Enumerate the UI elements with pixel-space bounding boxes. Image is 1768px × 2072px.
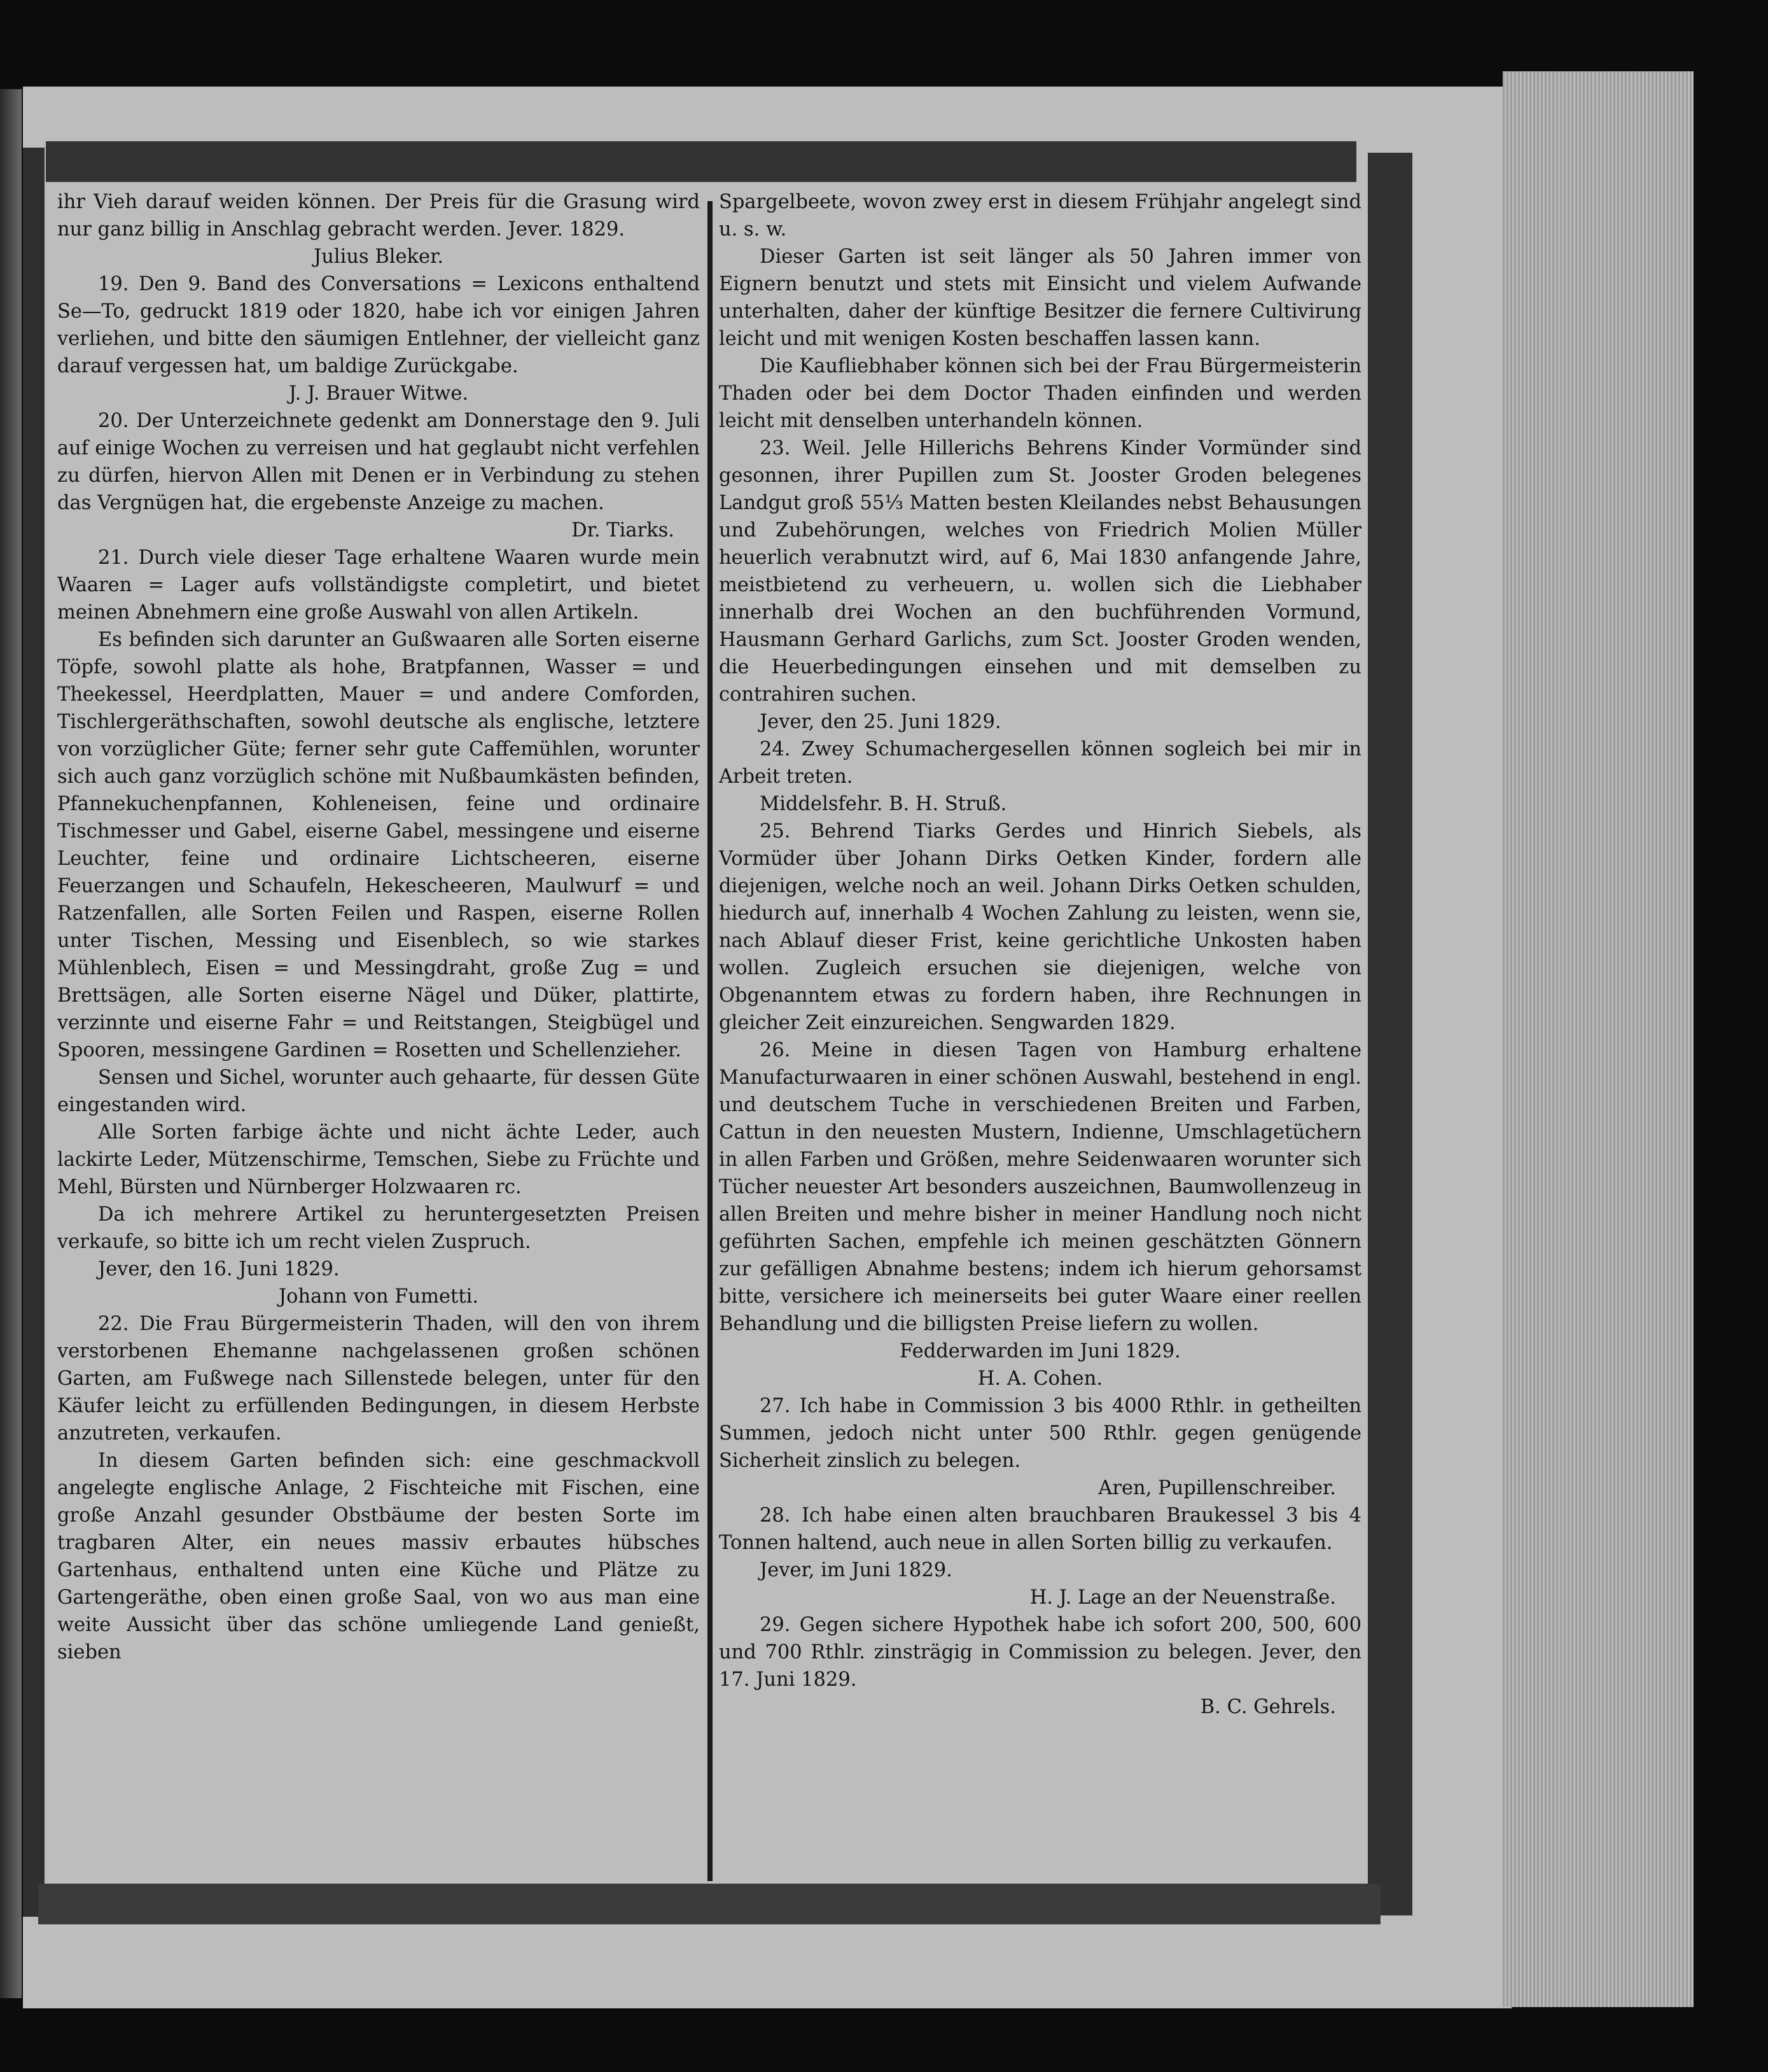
- facing-page-edge: [0, 89, 22, 1998]
- paragraph: ihr Vieh darauf weiden können. Der Preis für die Grasung wird nur ganz billig in Anschlag gebracht werden. Jever. 1829.: [57, 191, 700, 241]
- paragraph: Dieser Garten ist seit länger als 50 Jahren immer von Eignern benutzt und stets mit Einsicht und vielem Aufwande unterhalten, daher der künftige Besitzer die fernere Cultivirung leicht und mit wenigen Kosten beschaffen lassen kann.: [719, 246, 1361, 350]
- signature: H. J. Lage an der Neuenstraße.: [1029, 1586, 1336, 1609]
- notice-26: 26. Meine in diesen Tagen von Hamburg erhaltene Manufacturwaaren in einer schönen Auswahl, bestehend in engl. und deutschem Tuche in verschiedenen Breiten und Farben, Cattun in den neuesten Mustern, Indienne, Umschlagetüchern in allen Farben und Größen, mehre Seidenwaaren worunter sich Tücher neuester Art besonders auszeichnen, Baumwollenzeug in allen Breiten und mehre bisher in meiner Handlung noch nicht geführten Sachen, empfehle ich meinen geschätzten Gönnern zur gefälligen Abnahme bestens; indem ich hierum gehorsamst bitte, versichere ich meinerseits bei guter Waare einer reellen Behandlung und die billigsten Preise liefern zu wollen.: [719, 1039, 1361, 1335]
- signature: Middelsfehr. B. H. Struß.: [760, 793, 1007, 815]
- right-text-column: [719, 188, 1361, 1721]
- dateline: Fedderwarden im Juni 1829.: [900, 1340, 1181, 1362]
- dateline: Jever, im Juni 1829.: [760, 1559, 952, 1581]
- dateline: Jever, den 25. Juni 1829.: [760, 711, 1001, 733]
- dateline: Jever, den 16. Juni 1829.: [98, 1258, 340, 1280]
- top-border-rule: [46, 141, 1356, 182]
- notice-20: 20. Der Unterzeichnete gedenkt am Donnerstage den 9. Juli auf einige Wochen zu verreisen und hat geglaubt nicht verfehlen zu dürfen, hiervon Allen mit Denen er in Verbindung zu stehen das Vergnügen hat, die ergebenste Anzeige zu machen.: [57, 410, 700, 514]
- paragraph: In diesem Garten befinden sich: eine geschmackvoll angelegte englische Anlage, 2 Fischteiche mit Fischen, eine große Anzahl gesunder Obstbäume der besten Sorte im tragbaren Alter, ein neues massiv erbautes hübsches Gartenhaus, enthaltend unten eine Küche und Plätze zu Gartengeräthe, oben einen große Saal, von wo aus man eine weite Aussicht über das schöne umliegende Land genießt, sieben: [57, 1450, 700, 1663]
- book-fore-edge: [1503, 71, 1694, 2007]
- signature: Dr. Tiarks.: [571, 519, 674, 542]
- signature: H. A. Cohen.: [977, 1368, 1103, 1390]
- paragraph: Sensen und Sichel, worunter auch gehaarte, für dessen Güte eingestanden wird.: [57, 1067, 700, 1116]
- paragraph: Da ich mehrere Artikel zu heruntergesetzten Preisen verkaufe, so bitte ich um recht vielen Zuspruch.: [57, 1203, 700, 1253]
- signature: B. C. Gehrels.: [1200, 1696, 1336, 1718]
- paragraph: Die Kaufliebhaber können sich bei der Frau Bürgermeisterin Thaden oder bei dem Doctor Thaden einfinden und werden leicht mit denselben unterhandeln können.: [719, 355, 1361, 432]
- right-border-rule: [1368, 153, 1412, 1915]
- paragraph: Alle Sorten farbige ächte und nicht ächte Leder, auch lackirte Leder, Mützenschirme, Temschen, Siebe zu Früchte und Mehl, Bürsten und Nürnberger Holzwaaren rc.: [57, 1121, 700, 1198]
- notice-22: 22. Die Frau Bürgermeisterin Thaden, will den von ihrem verstorbenen Ehemanne nachgelassenen großen schönen Garten, am Fußwege nach Sillenstede belegen, unter für den Käufer leicht zu erfüllenden Bedingungen, in diesem Herbste anzutreten, verkaufen.: [57, 1313, 700, 1445]
- notice-23: 23. Weil. Jelle Hillerichs Behrens Kinder Vormünder sind gesonnen, ihrer Pupillen zum St. Jooster Groden belegenes Landgut groß 55⅓ Matten besten Kleilandes nebst Behausungen und Zubehörungen, welches von Friedrich Molien Müller heuerlich verabnutzt wird, auf 6, Mai 1830 anfangende Jahre, meistbietend zu verheuern, u. wollen sich die Liebhaber innerhalb drei Wochen an den buchführenden Vormund, Hausmann Gerhard Garlichs, zum Sct. Jooster Groden wenden, die Heuerbedingungen einsehen und mit demselben zu contrahiren suchen.: [719, 437, 1361, 706]
- notice-24: 24. Zwey Schumachergesellen können sogleich bei mir in Arbeit treten.: [719, 738, 1361, 788]
- notice-25: 25. Behrend Tiarks Gerdes und Hinrich Siebels, als Vormüder über Johann Dirks Oetken Kinder, fordern alle diejenigen, welche noch an weil. Johann Dirks Oetken schulden, hiedurch auf, innerhalb 4 Wochen Zahlung zu leisten, wenn sie, nach Ablauf dieser Frist, keine gerichtliche Unkosten haben wollen. Zugleich ersuchen sie diejenigen, welche von Obgenanntem etwas zu fordern haben, ihre Rechnungen in gleicher Zeit einzureichen. Sengwarden 1829.: [719, 820, 1361, 1034]
- notice-29: 29. Gegen sichere Hypothek habe ich sofort 200, 500, 600 und 700 Rthlr. zinsträgig in Commission zu belegen. Jever, den 17. Juni 1829.: [719, 1614, 1361, 1691]
- notice-19: 19. Den 9. Band des Conversations = Lexicons enthaltend Se—To, gedruckt 1819 oder 1820, habe ich vor einigen Jahren verliehen, und bitte den säumigen Entlehner, der vielleicht ganz darauf vergessen hat, um baldige Zurückgabe.: [57, 273, 700, 377]
- paragraph: Es befinden sich darunter an Gußwaaren alle Sorten eiserne Töpfe, sowohl platte als hohe, Bratpfannen, Wasser = und Theekessel, Heerdplatten, Mauer = und andere Comforden, Tischlergeräthschaften, sowohl deutsche als englische, letztere von vorzüglicher Güte; ferner sehr gute Caffemühlen, worunter sich auch ganz vorzüglich schöne mit Nußbaumkästen befinden, Pfannekuchenpfannen, Kohleneisen, feine und ordinaire Tischmesser und Gabel, eiserne Gabel, messingene und eiserne Leuchter, feine und ordinaire Lichtscheeren, eiserne Feuerzangen und Schaufeln, Hekescheeren, Maulwurf = und Ratzenfallen, alle Sorten Feilen und Raspen, eiserne Rollen unter Tischen, Messing und Eisenblech, so wie starkes Mühlenblech, Eisen = und Messingdraht, große Zug = und Brettsägen, alle Sorten eiserne Nägel und Düker, plattirte, verzinnte und eiserne Fahr = und Reitstangen, Steigbügel und Spooren, messingene Gardinen = Rosetten und Schellenzieher.: [57, 629, 700, 1061]
- left-text-column: [57, 188, 700, 1666]
- bottom-border-rule: [38, 1884, 1381, 1924]
- notice-27: 27. Ich habe in Commission 3 bis 4000 Rthlr. in getheilten Summen, jedoch nicht unter 500 Rthlr. gegen genügende Sicherheit zinslich zu belegen.: [719, 1395, 1361, 1472]
- signature: Julius Bleker.: [313, 246, 444, 268]
- column-divider: [707, 201, 713, 1881]
- paragraph: Spargelbeete, wovon zwey erst in diesem Frühjahr angelegt sind u. s. w.: [719, 191, 1361, 241]
- signature: J. J. Brauer Witwe.: [288, 382, 469, 405]
- signature: Aren, Pupillenschreiber.: [1098, 1477, 1336, 1499]
- left-border-rule: [23, 148, 45, 1917]
- notice-28: 28. Ich habe einen alten brauchbaren Braukessel 3 bis 4 Tonnen haltend, auch neue in allen Sorten billig zu verkaufen.: [719, 1504, 1361, 1554]
- signature: Johann von Fumetti.: [278, 1285, 479, 1308]
- notice-21: 21. Durch viele dieser Tage erhaltene Waaren wurde mein Waaren = Lager aufs vollständigste completirt, und bietet meinen Abnehmern eine große Auswahl von allen Artikeln.: [57, 547, 700, 624]
